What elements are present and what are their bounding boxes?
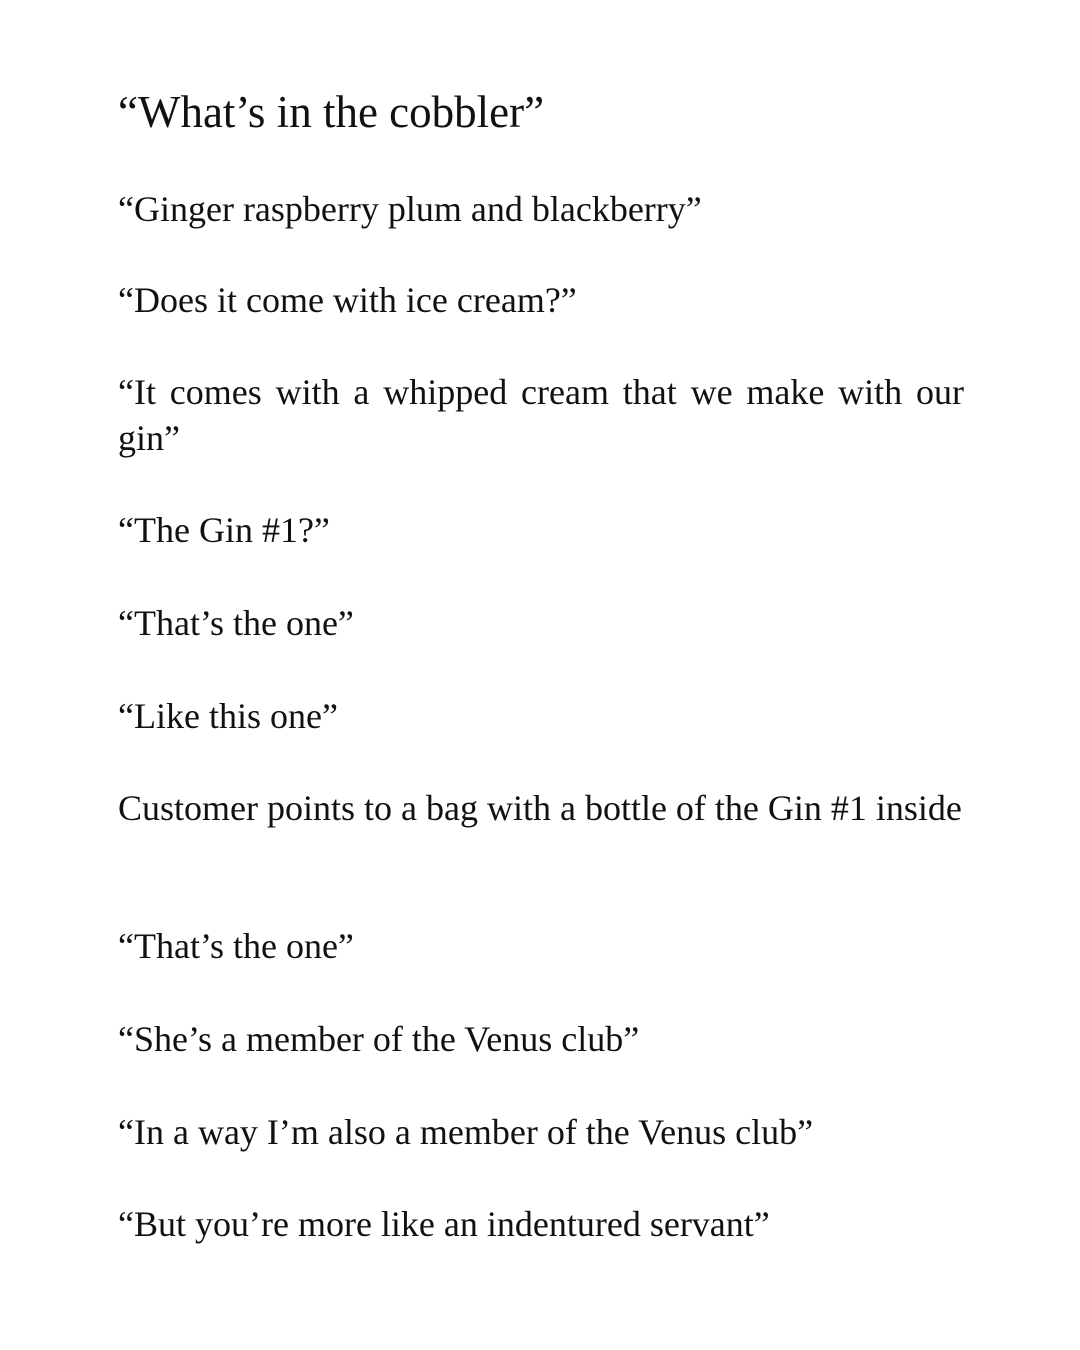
- page-title: “What’s in the cobbler”: [118, 87, 545, 137]
- dialogue-line: “Does it come with ice cream?”: [118, 280, 577, 320]
- dialogue-line: “But you’re more like an indentured servant”: [118, 1204, 770, 1244]
- narration-line: Customer points to a bag with a bottle of the Gin #1 inside: [118, 788, 962, 828]
- dialogue-line: “The Gin #1?”: [118, 510, 330, 550]
- dialogue-line: “It comes with a whipped cream that we make with our gin”: [118, 372, 964, 458]
- dialogue-line: “She’s a member of the Venus club”: [118, 1019, 640, 1059]
- dialogue-line: “That’s the one”: [118, 926, 354, 966]
- dialogue-line: “That’s the one”: [118, 603, 354, 643]
- dialogue-line: “Like this one”: [118, 696, 338, 736]
- dialogue-line: “Ginger raspberry plum and blackberry”: [118, 189, 702, 229]
- dialogue-line: “In a way I’m also a member of the Venus club”: [118, 1112, 814, 1152]
